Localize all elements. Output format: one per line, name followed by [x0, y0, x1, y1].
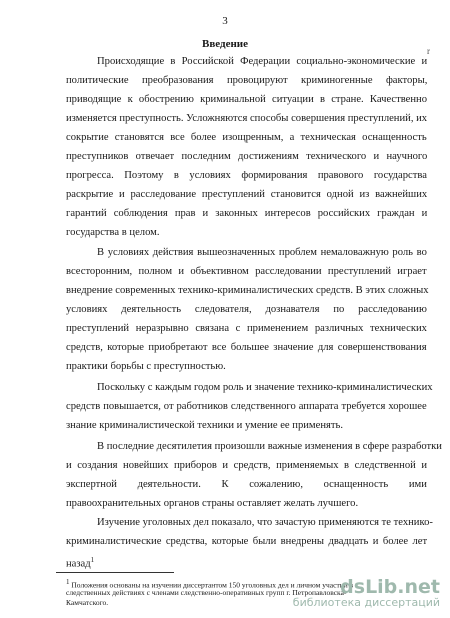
watermark-tagline: библиотека диссертаций — [292, 596, 440, 609]
text-line: криминалистические средства, которые были внедрены двадцать и более лет — [66, 536, 428, 547]
text-line: сокрытие становятся все более изощренным, а техническая оснащенность — [66, 132, 427, 143]
text-line: В последние десятилетия произошли важные изменения в сфере разработки — [97, 441, 442, 452]
text-line: преступлений неразрывно связана с применением различных технических — [66, 323, 427, 334]
section-heading: Введение — [201, 38, 249, 50]
page-number: 3 — [222, 15, 228, 27]
text-line: государства в целом. — [66, 227, 160, 238]
text-line: экспертной деятельности. К сожалению, оснащенность ими — [66, 479, 427, 490]
watermark-brand: dsLib.net — [340, 576, 440, 598]
text-line: приводящие к обострению криминальной ситуации в стране. Качественно — [66, 94, 428, 105]
footnote-text: Положения основаны на изучении диссертантом 150 уголовных дел и личном участии в — [71, 580, 354, 590]
footnote-reference: 1 — [90, 556, 95, 564]
text-line-content: назад — [66, 558, 91, 570]
text-line: знание криминалистической техники и умение ее применять. — [66, 420, 343, 431]
text-line: практики борьбы с преступностью. — [66, 361, 226, 372]
text-line: Поскольку с каждым годом роль и значение технико-криминалистических — [97, 382, 433, 393]
text-line: средств повышается, от работников следственного аппарата требуется хорошее — [66, 401, 427, 412]
text-line: внедрение современных технико-криминалистических средств. В этих сложных — [66, 285, 429, 296]
text-line: правоохранительных органов страны оставляет желать лучшего. — [66, 498, 359, 509]
corner-mark: r — [427, 46, 430, 56]
text-line: В условиях действия вышеозначенных проблем немаловажную роль во — [97, 247, 427, 258]
text-line: раскрытие и расследование преступлений становится одной из важнейших — [66, 189, 428, 200]
watermark — [293, 576, 440, 609]
text-line: преступников отвечает последним достижениям технического и научного — [66, 151, 428, 162]
footnote-marker: 1 — [66, 578, 70, 586]
text-line: Изучение уголовных дел показало, что зачастую применяются те технико- — [97, 517, 433, 528]
text-line: и создания новейших приборов и средств, применяемых в следственной и — [66, 460, 428, 471]
footnote-line: следственных действиях с членами следственно-оперативных групп г. Петропавловска- — [66, 588, 347, 597]
text-line: средств, которые приобретают все большее значение для совершенствования — [66, 342, 427, 353]
text-line: Происходящие в Российской Федерации социально-экономические и — [97, 56, 428, 67]
footnote-separator — [56, 572, 174, 573]
text-line — [66, 554, 94, 571]
text-line: всесторонним, полном и объективном расследовании преступлений играет — [66, 266, 427, 277]
text-line: гарантий соблюдения прав и законных интересов российских граждан и — [66, 208, 428, 219]
text-line: политические преобразования провоцируют криминогенные факторы, — [66, 75, 428, 86]
footnote-line: Камчатского. — [66, 598, 109, 607]
text-line: условиях деятельность следователя, дознавателя по расследованию — [66, 304, 427, 315]
text-line: прогресса. Поэтому в условиях формирования правового государства — [66, 170, 427, 181]
text-line: изменяется преступность. Усложняются способы совершения преступлений, их — [66, 113, 428, 124]
